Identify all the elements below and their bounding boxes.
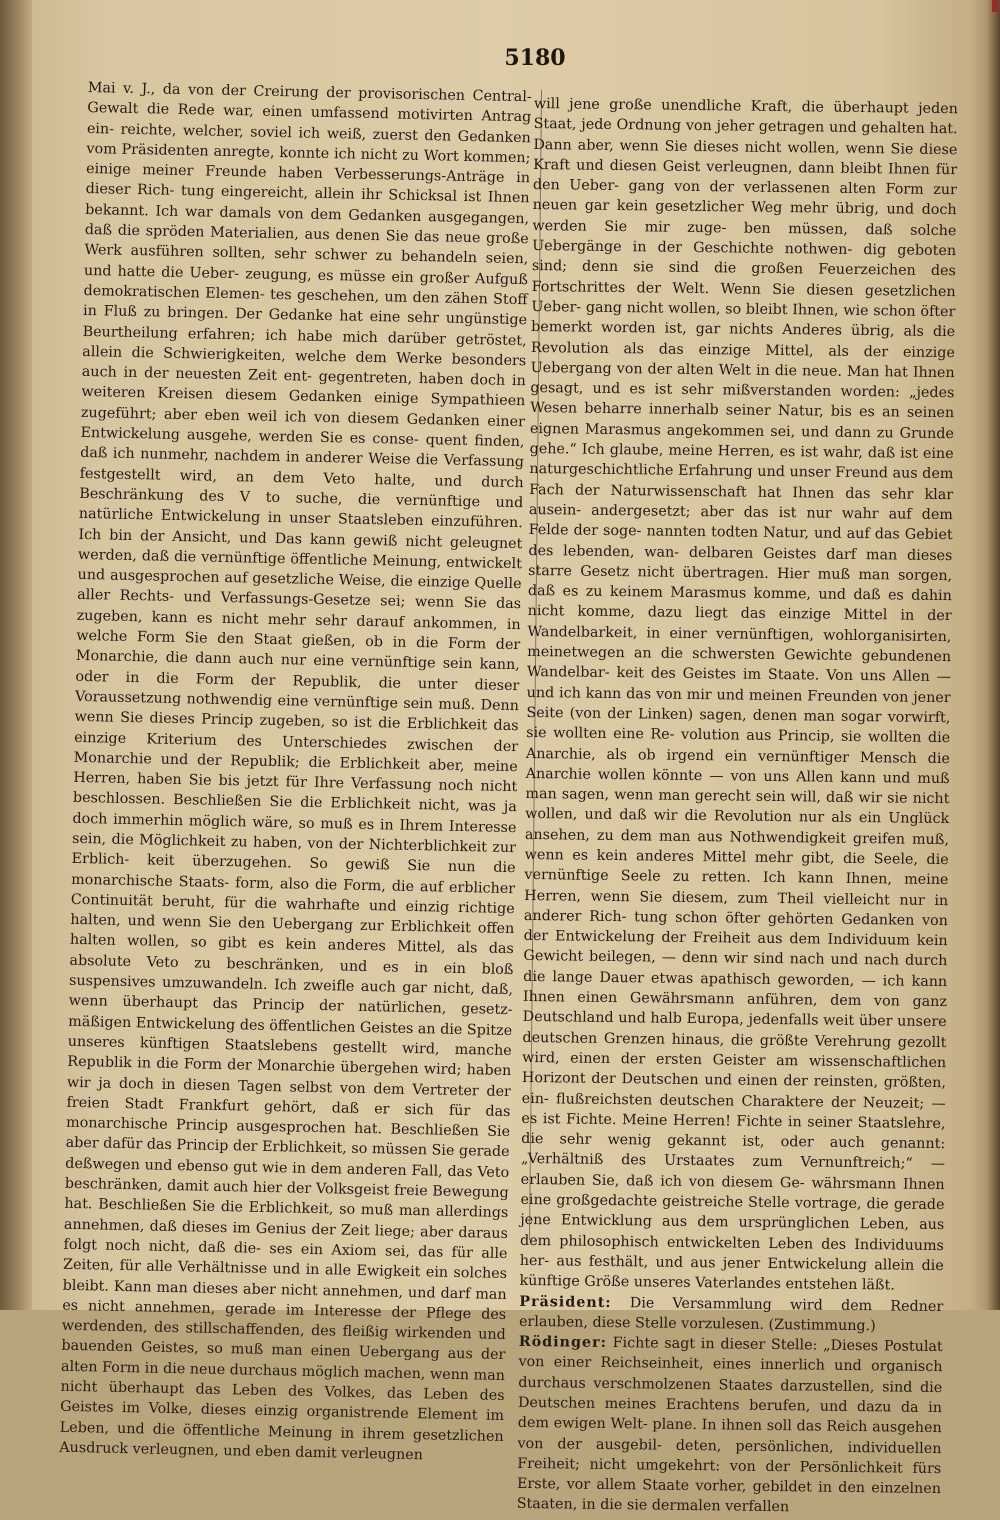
president-statement [519, 1291, 943, 1337]
president-text: Die Versammlung wird dem Redner erlauben, diese Stelle vorzulesen. (Zustimmung.) [518, 1294, 944, 1335]
right-column [516, 94, 958, 1516]
book-spine-shadow [0, 0, 32, 1310]
page-edge [986, 0, 1000, 1310]
speaker-roedinger: Rödinger: [518, 1334, 607, 1352]
left-column [59, 78, 532, 1464]
speaker-president: Präsident: [519, 1293, 612, 1311]
page-number: 5180 [504, 45, 566, 71]
bookmark-ribbon [992, 0, 998, 12]
roedinger-statement [517, 1332, 943, 1520]
right-column-paragraph: will jene große unendliche Kraft, die überhaupt jeden Staat, jede Ordnung von jeher getragen und gehalten hat. Dann aber, wenn Sie dieses nicht wollen, wenn Sie diese Kraft und diesen Geist verleugnen, dann bleibt Ihnen für den Ueber- gang von der verlassenen alten Form zur neuen gar kein gesetzlicher Weg mehr übrig, und doch werden Sie mir zuge- ben müssen, daß solche Uebergänge in der Geschichte nothwen- dig geboten sind; denn sie sind die großen Feuerzeichen des Fortschrittes der Welt. Wenn Sie diesen gesetzlichen Ueber- gang nicht wollen, so bleibt Ihnen, wie schon öfter bemerkt worden ist, gar nichts Anderes übrig, als die Revolution als das einzige Mittel, als der einzige Uebergang von der alten Welt in die neue. Man hat Ihnen gesagt, und es ist sehr mißverstanden worden: „jedes Wesen beharre innerhalb seiner Natur, bis es an seinen eignen Marasmus angekommen sei, und dann zu Grunde gehe.“ Ich glaube, meine Herren, es ist wahr, daß ist eine naturgeschichtliche Erfahrung und unser Freund aus dem Fach der Naturwissenschaft hat Ihnen das sehr klar ausein- andergesetzt; aber das ist nur wahr auf dem Felde der soge- nannten todten Natur, und auf das Gebiet des lebenden, wan- delbaren Geistes darf man dieses starre Gesetz nicht übertragen. Hier muß man sorgen, daß es zu keinem Marasmus komme, und daß es dahin nicht komme, dazu liegt das einzige Mittel in der Wandelbarkeit, in einer vernünftigen, wohlorganisirten, meinetwegen an die schwersten Gewichte gebundenen Wandelbar- keit des Geistes im Staate. Von uns Allen — und ich kann das von mir und meinen Freunden von jener Seite (von der Linken) sagen, denen man sogar vorwirft, sie wollten eine Re- volution aus Princip, sie wollten die Anarchie, als ob irgend ein vernünftiger Mensch die Anarchie wollen könnte — von uns Allen kann und muß man sagen, wenn man gerecht sein will, daß wir sie nicht wollen, und daß wir die Revolution nur als ein Unglück ansehen, zu dem man aus Nothwendigkeit greifen muß, wenn es kein anderes Mittel mehr gibt, die Seele, die vernünftige Seele zu retten. Ich kann Ihnen, meine Herren, wenn Sie diesem, zum Theil vielleicht nur in anderer Rich- tung schon öfter gehörten Gedanken von der Entwickelung der Freiheit aus dem Individuum kein Gewicht beilegen, — denn wir sind nach und nach durch die lange Dauer etwas apathisch geworden, — ich kann Ihnen einen Gewährsmann anführen, dem von ganz Deutschland und halb Europa, jedenfalls weit über unsere deutschen Grenzen hinaus, die größte Verehrung gezollt wird, einen der ersten Geister am wissenschaftlichen Horizont der Deutschen und einen der reinsten, größten, ein- flußreichsten deutschen Charaktere der Neuzeit; — es ist Fichte. Meine Herren! Fichte in seiner Staatslehre, die sehr wenig gekannt ist, oder auch genannt: „Verhältniß des Urstaates zum Vernunftreich;“ — erlauben Sie, daß ich von diesem Ge- währsmann Ihnen eine großgedachte geistreiche Stelle vortrage, die gerade jene Entwicklung aus dem ursprünglichen Leben, aus dem philosophisch entwickelten Leben des Individuums her- aus festhält, und aus jener Entwickelung allein die künftige Größe unseres Vaterlandes entstehen läßt. [519, 95, 958, 1294]
roedinger-text: Fichte sagt in dieser Stelle: „Dieses Postulat von einer Reichseinheit, eines innerlich und organisch durchaus verschmolzenen Staates darzustellen, sind die Deutschen meines Erachtens berufen, und dazu da in dem ewigen Welt- plane. In ihnen soll das Reich ausgehen von der ausgebil- deten, persönlichen, individuellen Freiheit; nicht umgekehrt: von der Persönlichkeit fürs Erste, vor allem Staate vorher, gebildet in den einzelnen Staaten, in die sie dermalen verfallen [516, 1335, 943, 1516]
left-column-text: Mai v. J., da von der Creirung der provisorischen Central-Gewalt die Rede war, einen umfassend motivirten Antrag ein- reichte, welcher, soviel ich weiß, zuerst den Gedanken vom Präsidenten anregte, konnte ich nicht zu Wort kommen; einige meiner Freunde haben Verbesserungs-Anträge in dieser Rich- tung eingereicht, allein ihr Schicksal ist Ihnen bekannt. Ich war damals von dem Gedanken ausgegangen, daß die spröden Materialien, aus denen Sie das neue große Werk ausführen sollten, sehr schwer zu behandeln seien, und hatte die Ueber- zeugung, es müsse ein großer Aufguß demokratischen Elemen- tes geschehen, um den zähen Stoff in Fluß zu bringen. Der Gedanke hat eine sehr ungünstige Beurtheilung erfahren; ich habe mich darüber getröstet, allein die Schwierigkeiten, welche dem Werke besonders auch in der neuesten Zeit ent- gegentreten, haben doch in weiteren Kreisen diesem Gedanken einige Sympathieen zugeführt; aber eben weil ich von diesem Gedanken einer Entwickelung ausgehe, werden Sie es conse- quent finden, daß ich nunmehr, nachdem in anderer Weise die Verfassung festgestellt wird, an dem Veto halte, und durch Beschränkung des V to suche, die vernünftige und natürliche Entwickelung in unser Staatsleben einzuführen. Ich bin der Ansicht, und Das kann gewiß nicht geleugnet werden, daß die vernünftige öffentliche Meinung, entwickelt und ausgesprochen auf gesetzliche Weise, die einzige Quelle aller Rechts- und Verfassungs-Gesetze sei; wenn Sie das zugeben, kann es nicht mehr sehr darauf ankommen, in welche Form Sie den Staat gießen, ob in die Form der Monarchie, die dann auch nur eine vernünftige sein kann, oder in die Form der Republik, die unter dieser Voraussetzung nothwendig eine vernünftige sein muß. Denn wenn Sie dieses Princip zugeben, so ist die Erblichkeit das einzige Kriterium des Unterschiedes zwischen der Monarchie und der Republik; die Erblichkeit aber, meine Herren, haben Sie bis jetzt für Ihre Verfassung noch nicht beschlossen. Beschließen Sie die Erblichkeit nicht, was ja doch immerhin möglich wäre, so muß es in Ihrem Interesse sein, die Möglichkeit zu haben, von der Nichterblichkeit zur Erblich- keit überzugehen. So gewiß Sie nun die monarchische Staats- form, also die Form, die auf erblicher Continuität beruht, für die wahrhafte und einzig richtige halten, und wenn Sie den Uebergang zur Erblichkeit offen halten wollen, so gibt es kein anderes Mittel, als das absolute Veto zu beschränken, und es in ein bloß suspensives umzuwandeln. Ich zweifle auch gar nicht, daß, wenn überhaupt das Princip der natürlichen, gesetz- mäßigen Entwickelung des öffentlichen Geistes an die Spitze unseres künftigen Staatslebens gestellt wird, manche Republik in die Form der Monarchie übergehen wird; haben wir ja doch in diesen Tagen selbst von dem Vertreter der freien Stadt Frankfurt gehört, daß er sich für das monarchische Princip ausgesprochen hat. Beschließen Sie aber dafür das Princip der Erblichkeit, so müssen Sie gerade deßwegen und ebenso gut wie in dem anderen Fall, das Veto beschränken, damit auch hier der Volksgeist freie Bewegung hat. Beschließen Sie die Erblichkeit, so muß man allerdings annehmen, daß dieses im Genius der Zeit liege; aber daraus folgt noch nicht, daß die- ses ein Axiom sei, das für alle Zeiten, für alle Verhältnisse und in alle Ewigkeit ein solches bleibt. Kann man dieses aber nicht annehmen, und darf man es nicht annehmen, gerade im Interesse der Pflege des werdenden, des stillschaffenden, des fleißig wirkenden und bauenden Geistes, so muß man einen Uebergang aus der alten Form in die neue durchaus möglich machen, wenn man nicht überhaupt das Leben des Volkes, das Leben des Geistes im Volke, dieses einzig organistrende Element im Leben, und die öffentliche Meinung in ihrem gesetzlichen Ausdruck verleugnen, und eben damit verleugnen [59, 79, 532, 1464]
